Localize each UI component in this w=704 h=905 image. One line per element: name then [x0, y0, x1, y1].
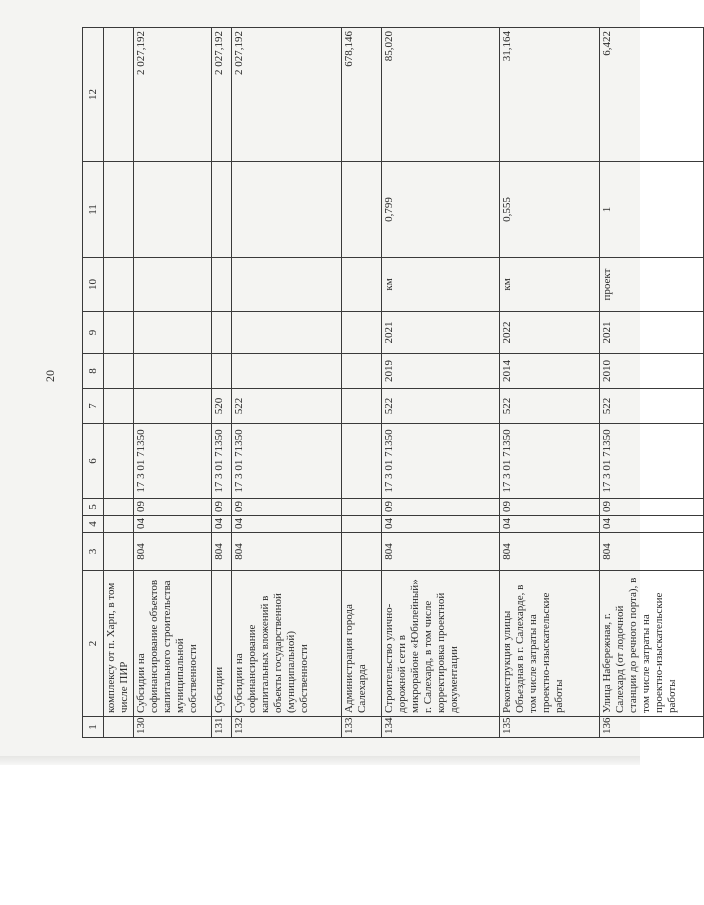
table-cell: 17 3 01 71350	[232, 424, 342, 499]
table-cell: Улица Набережная, г. Салехард (от лодочной станции до речного порта), в том числе затраты на проектно-изыскательские работы	[600, 571, 704, 717]
table-cell	[104, 312, 134, 354]
column-header: 7	[83, 389, 104, 424]
table-cell	[104, 533, 134, 571]
table-cell: 6,422	[600, 28, 704, 162]
column-header: 8	[83, 354, 104, 389]
table-cell: км	[500, 258, 600, 312]
table-cell: 09	[134, 499, 212, 516]
budget-table	[82, 27, 704, 738]
table-cell	[104, 258, 134, 312]
table-cell: 09	[382, 499, 500, 516]
table-cell: 2 027,192	[212, 28, 232, 162]
table-cell	[342, 389, 382, 424]
table-cell	[342, 516, 382, 533]
table-cell: 522	[232, 389, 342, 424]
table-row	[342, 28, 382, 738]
table-cell	[232, 354, 342, 389]
table-cell	[104, 354, 134, 389]
table-cell: 520	[212, 389, 232, 424]
table-cell: 17 3 01 71350	[212, 424, 232, 499]
table-cell	[134, 354, 212, 389]
column-header: 9	[83, 312, 104, 354]
table-cell	[212, 354, 232, 389]
table-cell: 136	[600, 717, 704, 738]
table-cell	[134, 258, 212, 312]
table-cell: 04	[600, 516, 704, 533]
scan-edge	[0, 756, 640, 765]
table-cell: 85,020	[382, 28, 500, 162]
table-cell: 2022	[500, 312, 600, 354]
table-cell	[104, 162, 134, 258]
table-cell: 1	[600, 162, 704, 258]
table-cell: 131	[212, 717, 232, 738]
table-cell: 2010	[600, 354, 704, 389]
table-cell: 2019	[382, 354, 500, 389]
table-cell: 09	[600, 499, 704, 516]
table-cell: 2 027,192	[232, 28, 342, 162]
table-cell: 17 3 01 71350	[500, 424, 600, 499]
column-header: 2	[83, 571, 104, 717]
table-cell: 09	[212, 499, 232, 516]
table-cell	[134, 389, 212, 424]
table-cell	[212, 258, 232, 312]
table-cell	[212, 162, 232, 258]
table-cell: 135	[500, 717, 600, 738]
table-cell: 804	[382, 533, 500, 571]
table-cell	[104, 28, 134, 162]
table-cell	[342, 533, 382, 571]
table-cell: 2021	[600, 312, 704, 354]
column-header: 12	[83, 28, 104, 162]
table-cell	[232, 162, 342, 258]
table-cell: 04	[212, 516, 232, 533]
table-cell: 804	[500, 533, 600, 571]
table-cell: 09	[500, 499, 600, 516]
table-cell: 134	[382, 717, 500, 738]
table-cell	[104, 424, 134, 499]
table-cell	[134, 162, 212, 258]
table-cell	[134, 312, 212, 354]
table-cell	[342, 312, 382, 354]
table-cell: 17 3 01 71350	[134, 424, 212, 499]
table-cell	[342, 499, 382, 516]
table-cell: Субсидии	[212, 571, 232, 717]
page-number: 20	[43, 370, 57, 382]
table-row	[104, 28, 134, 738]
table-cell: 132	[232, 717, 342, 738]
header-row	[83, 28, 104, 738]
column-header: 1	[83, 717, 104, 738]
table-cell	[104, 499, 134, 516]
table-cell	[232, 258, 342, 312]
table-cell: 09	[232, 499, 342, 516]
table-cell: км	[382, 258, 500, 312]
column-header: 11	[83, 162, 104, 258]
table-row	[212, 28, 232, 738]
table-cell: комплексу от п. Харп, в том числе ПИР	[104, 571, 134, 717]
table-cell	[342, 162, 382, 258]
column-header: 10	[83, 258, 104, 312]
column-header: 5	[83, 499, 104, 516]
column-header: 3	[83, 533, 104, 571]
table-cell: 804	[232, 533, 342, 571]
table-cell: 804	[134, 533, 212, 571]
table-cell: 678,146	[342, 28, 382, 162]
table-cell	[104, 516, 134, 533]
table-cell: 17 3 01 71350	[600, 424, 704, 499]
table-cell	[232, 312, 342, 354]
table-row	[232, 28, 342, 738]
table-cell: 2014	[500, 354, 600, 389]
table-cell: 522	[500, 389, 600, 424]
table-cell: 04	[134, 516, 212, 533]
table-cell: 0,799	[382, 162, 500, 258]
table-cell: Субсидии на софинансирование объектов капитального строительства муниципальной собственности	[134, 571, 212, 717]
table-cell: 130	[134, 717, 212, 738]
table-row	[134, 28, 212, 738]
table-cell	[212, 312, 232, 354]
table-cell: 2 027,192	[134, 28, 212, 162]
table-cell: 804	[212, 533, 232, 571]
table-cell: 04	[500, 516, 600, 533]
table-cell	[342, 258, 382, 312]
table-cell: 0,555	[500, 162, 600, 258]
table-cell: Строительство улично-дорожной сети в микрорайоне «Юбилейный» г. Салехард, в том числе корректировка проектной документации	[382, 571, 500, 717]
table-cell: 04	[232, 516, 342, 533]
table-cell	[342, 354, 382, 389]
column-header: 4	[83, 516, 104, 533]
table-cell: проект	[600, 258, 704, 312]
table-cell	[342, 424, 382, 499]
table-cell: Субсидии на софинансирование капитальных вложений в объекты государственной (муниципальной) собственности	[232, 571, 342, 717]
table-cell: 04	[382, 516, 500, 533]
column-header: 6	[83, 424, 104, 499]
table-cell: 804	[600, 533, 704, 571]
table-cell: 2021	[382, 312, 500, 354]
table-body	[83, 28, 704, 738]
table-row	[600, 28, 704, 738]
table-cell: 133	[342, 717, 382, 738]
table-cell: 522	[382, 389, 500, 424]
table-row	[500, 28, 600, 738]
table-cell	[104, 389, 134, 424]
table-cell: Администрация города Салехарда	[342, 571, 382, 717]
table-cell: 17 3 01 71350	[382, 424, 500, 499]
table-cell: Реконструкция улицы Объездная в г. Салехарде, в том числе затраты на проектно-изыскательские работы	[500, 571, 600, 717]
table-cell	[104, 717, 134, 738]
table-cell: 522	[600, 389, 704, 424]
table-row	[382, 28, 500, 738]
table-viewport	[82, 28, 678, 738]
table-cell: 31,164	[500, 28, 600, 162]
